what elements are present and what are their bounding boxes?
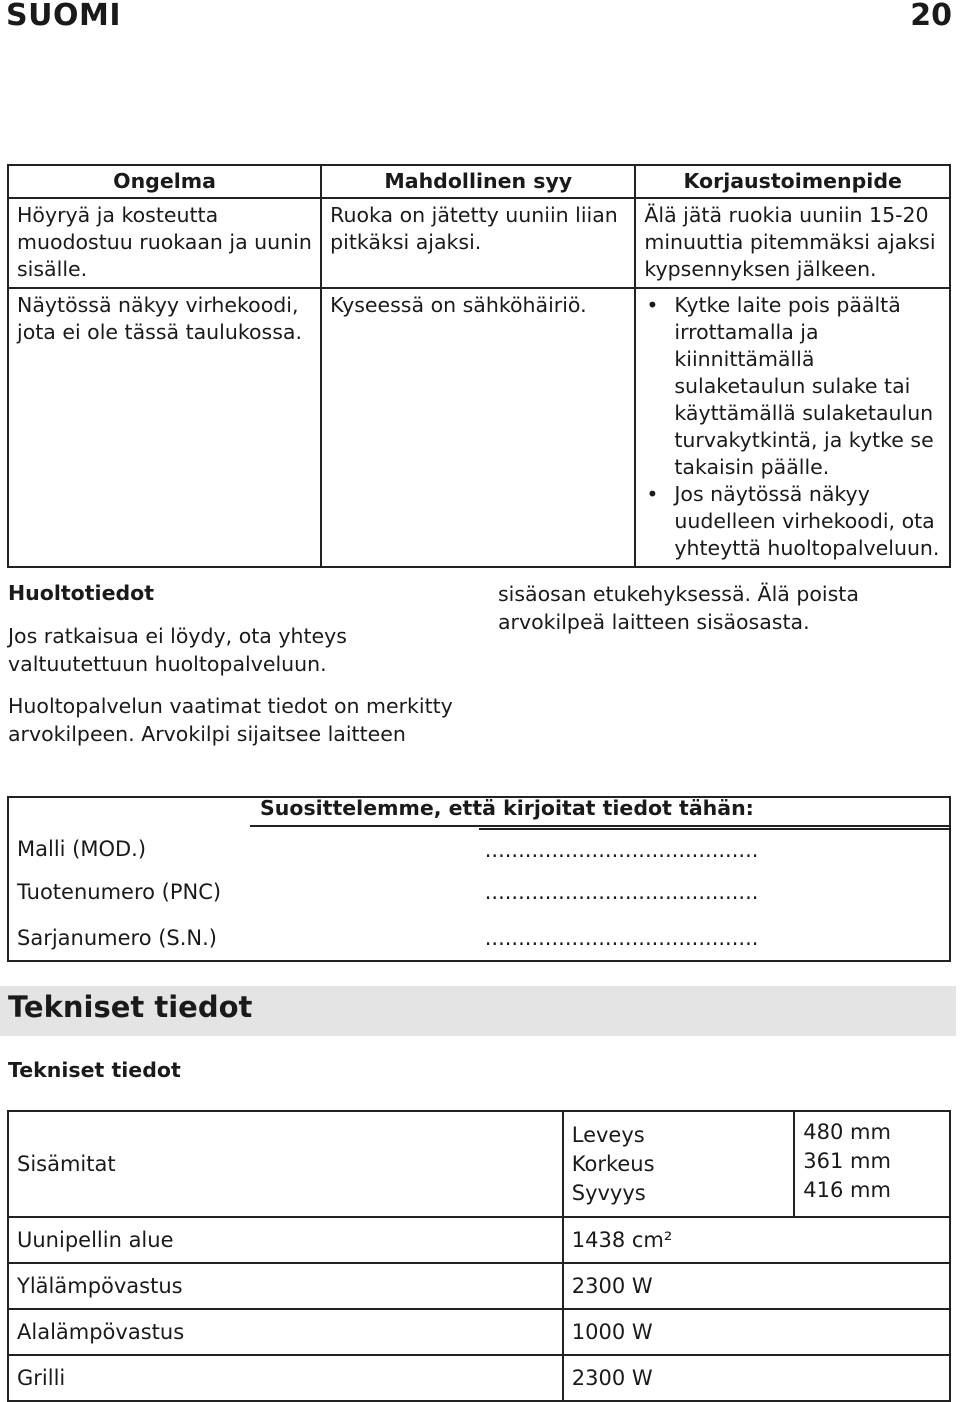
- dimension-value: 480 mm: [803, 1120, 891, 1144]
- spec-value: 2300 W: [563, 1355, 950, 1401]
- page-language: SUOMI: [6, 0, 121, 33]
- service-paragraph: Huoltopalvelun vaatimat tiedot on merkitty arvokilpeen. Arvokilpi sijaitsee laitteen: [8, 694, 453, 746]
- column-header: Korjaustoimenpide: [635, 165, 950, 198]
- spec-value: 2300 W: [563, 1263, 950, 1309]
- model-value: .........................................: [479, 829, 950, 869]
- spec-value: 1438 cm²: [563, 1217, 950, 1263]
- serial-value: .........................................: [479, 915, 950, 961]
- table-row: [8, 1309, 950, 1355]
- problem-cell: Näytössä näkyy virhekoodi, jota ei ole tässä taulukossa.: [8, 288, 321, 567]
- registration-header: Suosittelemme, että kirjoitat tiedot tähän:: [260, 796, 754, 820]
- model-label: Malli (MOD.): [8, 829, 479, 869]
- cause-cell: Kyseessä on sähköhäiriö.: [321, 288, 635, 567]
- table-row: [8, 288, 950, 567]
- spec-value: 1000 W: [563, 1309, 950, 1355]
- problem-cell: Höyryä ja kosteutta muodostuu ruokaan ja uunin sisälle.: [8, 198, 321, 288]
- registration-table: [7, 796, 951, 962]
- spec-label: Grilli: [8, 1355, 563, 1401]
- dimension-value: 361 mm: [803, 1149, 891, 1173]
- table-row: [8, 869, 950, 915]
- spec-label: Ylälämpövastus: [8, 1263, 563, 1309]
- table-row: [8, 1355, 950, 1401]
- service-heading: Huoltotiedot: [8, 581, 155, 605]
- page-number: 20: [910, 0, 952, 33]
- remedy-cell: Älä jätä ruokia uuniin 15-20 minuuttia pitemmäksi ajaksi kypsennyksen jälkeen.: [635, 198, 950, 288]
- pnc-label: Tuotenumero (PNC): [8, 869, 479, 915]
- column-header: Ongelma: [8, 165, 321, 198]
- remedy-cell: [635, 288, 950, 567]
- spec-label: Sisämitat: [8, 1111, 563, 1217]
- table-row: [8, 1263, 950, 1309]
- spec-label: Alalämpövastus: [8, 1309, 563, 1355]
- technical-subheading: Tekniset tiedot: [8, 1058, 181, 1082]
- spec-label: Uunipellin alue: [8, 1217, 563, 1263]
- troubleshooting-table: [7, 164, 951, 568]
- cause-cell: Ruoka on jätetty uuniin liian pitkäksi ajaksi.: [321, 198, 635, 288]
- table-row: [8, 198, 950, 288]
- table-row: [8, 915, 950, 961]
- specs-table: [7, 1110, 951, 1402]
- list-item: • Kytke laite pois päältä irrottamalla ja kiinnittämällä sulaketaulun sulake tai käyttämällä sulaketaulun turvakytkintä, ja kytke se takaisin päälle.: [674, 292, 943, 481]
- table-row: [8, 829, 950, 869]
- divider: [250, 825, 950, 827]
- table-row: [8, 1111, 950, 1217]
- pnc-value: .........................................: [479, 869, 950, 915]
- service-paragraph: Jos ratkaisua ei löydy, ota yhteys valtuutettuun huoltopalveluun.: [8, 624, 347, 676]
- list-item: • Jos näytössä näkyy uudelleen virhekoodi, ota yhteyttä huoltopalveluun.: [674, 481, 943, 562]
- dimension-name: Leveys: [571, 1122, 645, 1147]
- section-banner: [0, 986, 956, 1036]
- serial-label: Sarjanumero (S.N.): [8, 915, 479, 961]
- section-title: Tekniset tiedot: [8, 990, 253, 1024]
- remedy-list: [644, 292, 943, 562]
- table-header-row: [8, 165, 950, 198]
- table-row: [8, 1217, 950, 1263]
- dimension-name: Syvyys: [571, 1180, 646, 1205]
- dimension-name: Korkeus: [571, 1151, 655, 1176]
- dimension-value: 416 mm: [803, 1178, 891, 1202]
- service-paragraph: sisäosan etukehyksessä. Älä poista arvokilpeä laitteen sisäosasta.: [498, 582, 859, 634]
- column-header: Mahdollinen syy: [321, 165, 635, 198]
